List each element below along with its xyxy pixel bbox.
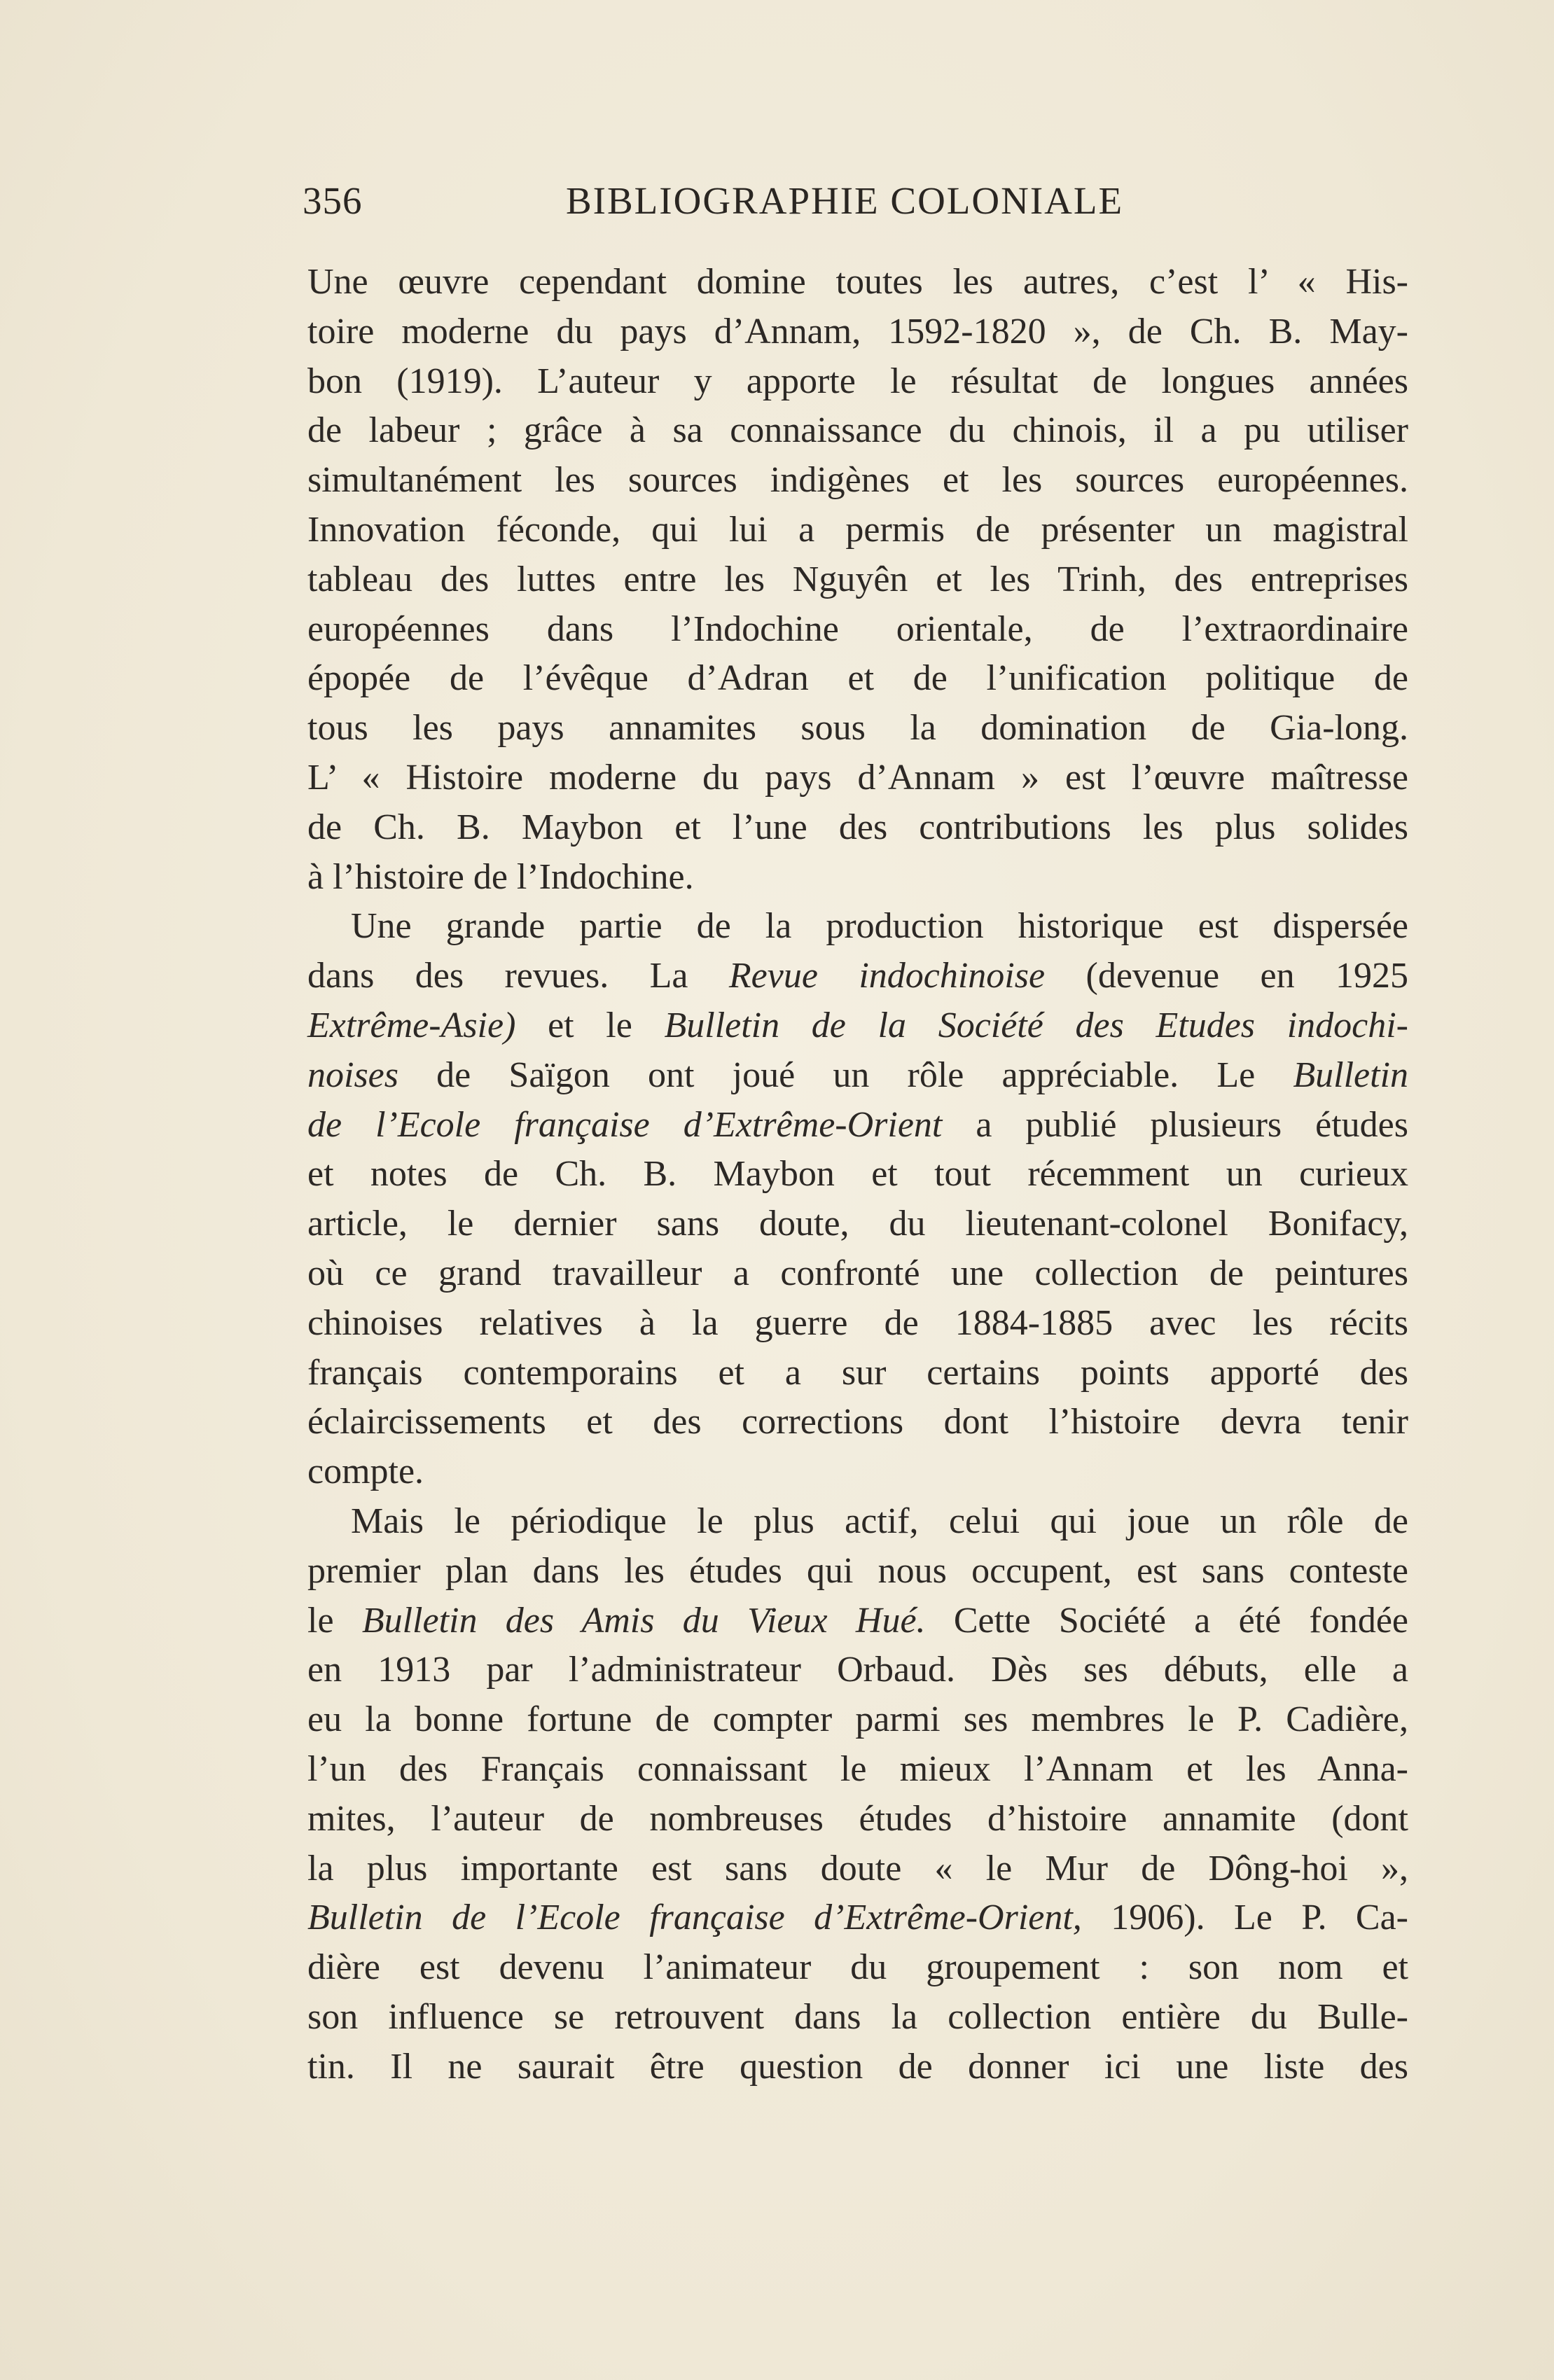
text-line: L’ « Histoire moderne du pays d’Annam » est l’œuvre maîtresse: [307, 757, 1408, 798]
text-line: son influence se retrouvent dans la collection entière du Bulle-: [307, 1996, 1408, 2037]
text-run: dans des revues. La: [307, 956, 729, 996]
text-line: français contemporains et a sur certains points apporté des: [307, 1352, 1408, 1393]
running-title: BIBLIOGRAPHIE COLONIALE: [566, 179, 1124, 222]
text-line: Une grande partie de la production historique est dispersée: [351, 906, 1408, 947]
text-line: [307, 1001, 1408, 1051]
text-line: de Ch. B. Maybon et l’une des contributions les plus solides: [307, 807, 1408, 847]
text-line: européennes dans l’Indochine orientale, de l’extraordinaire: [307, 608, 1408, 649]
text-line: en 1913 par l’administrateur Orbaud. Dès ses débuts, elle a: [307, 1650, 1408, 1690]
italic-run: noises: [307, 1055, 398, 1095]
italic-run: Bulletin des Amis du Vieux Hué.: [361, 1600, 926, 1641]
text-line: article, le dernier sans doute, du lieutenant-colonel Bonifacy,: [307, 1204, 1408, 1244]
text-line: chinoises relatives à la guerre de 1884-1885 avec les récits: [307, 1302, 1408, 1343]
text-run: Cette Société a été fondée: [925, 1600, 1409, 1641]
italic-run: Extrême-Asie): [307, 1005, 516, 1045]
text-line: où ce grand travailleur a confronté une collection de peintures: [307, 1253, 1408, 1293]
text-line: dière est devenu l’animateur du groupement : son nom et: [307, 1947, 1408, 1988]
text-line: toire moderne du pays d’Annam, 1592-1820 », de Ch. B. May-: [307, 311, 1408, 352]
page-header: [303, 179, 1423, 235]
text-line: Innovation féconde, qui lui a permis de présenter un magistral: [307, 509, 1408, 550]
text-line: l’un des Français connaissant le mieux l’Annam et les Anna-: [307, 1748, 1408, 1789]
text-line: tableau des luttes entre les Nguyên et les Trinh, des entreprises: [307, 559, 1408, 599]
text-line: à l’histoire de l’Indochine.: [307, 856, 694, 897]
body-text: [307, 258, 1408, 2092]
text-line: [307, 1893, 1408, 1943]
text-line: bon (1919). L’auteur y apporte le résultat de longues années: [307, 361, 1408, 401]
italic-run: Bulletin de la Société des Etudes indochi-: [664, 1005, 1408, 1045]
text-line: éclaircissements et des corrections dont l’histoire devra tenir: [307, 1402, 1408, 1442]
page-number: 356: [303, 179, 363, 222]
text-line: eu la bonne fortune de compter parmi ses membres le P. Cadière,: [307, 1699, 1408, 1740]
text-line: la plus importante est sans doute « le Mur de Dông-hoi »,: [307, 1848, 1408, 1888]
text-line: simultanément les sources indigènes et les sources européennes.: [307, 460, 1408, 501]
text-run: a publié plusieurs études: [942, 1104, 1408, 1145]
italic-run: Revue indochinoise: [728, 956, 1046, 996]
text-line: [307, 1101, 1408, 1150]
text-line: tin. Il ne saurait être question de donner ici une liste des: [307, 2046, 1408, 2087]
text-run: et le: [515, 1005, 665, 1045]
text-run: de Saïgon ont joué un rôle appréciable. Le: [398, 1055, 1293, 1095]
italic-run: de l’Ecole française d’Extrême-Orient: [307, 1104, 943, 1145]
text-line: Une œuvre cependant domine toutes les autres, c’est l’ « His-: [307, 262, 1408, 302]
text-line: de labeur ; grâce à sa connaissance du chinois, il a pu utiliser: [307, 410, 1408, 451]
italic-run: Bulletin: [1293, 1055, 1408, 1095]
text-line: tous les pays annamites sous la domination de Gia-long.: [307, 708, 1408, 749]
text-line: mites, l’auteur de nombreuses études d’histoire annamite (dont: [307, 1798, 1408, 1839]
text-line: [307, 952, 1408, 1001]
text-run: (devenue en 1925: [1045, 956, 1408, 996]
text-line: [307, 1596, 1408, 1646]
text-run: 1906). Le P. Ca-: [1081, 1898, 1408, 1938]
text-run: le: [307, 1600, 362, 1641]
text-line: et notes de Ch. B. Maybon et tout récemment un curieux: [307, 1154, 1408, 1195]
text-line: [307, 1051, 1408, 1101]
text-line: compte.: [307, 1452, 424, 1492]
text-line: premier plan dans les études qui nous occupent, est sans conteste: [307, 1550, 1408, 1591]
text-line: Mais le périodique le plus actif, celui qui joue un rôle de: [351, 1501, 1408, 1541]
text-line: épopée de l’évêque d’Adran et de l’unification politique de: [307, 658, 1408, 699]
italic-run: Bulletin de l’Ecole française d’Extrême-Orient,: [307, 1898, 1082, 1938]
